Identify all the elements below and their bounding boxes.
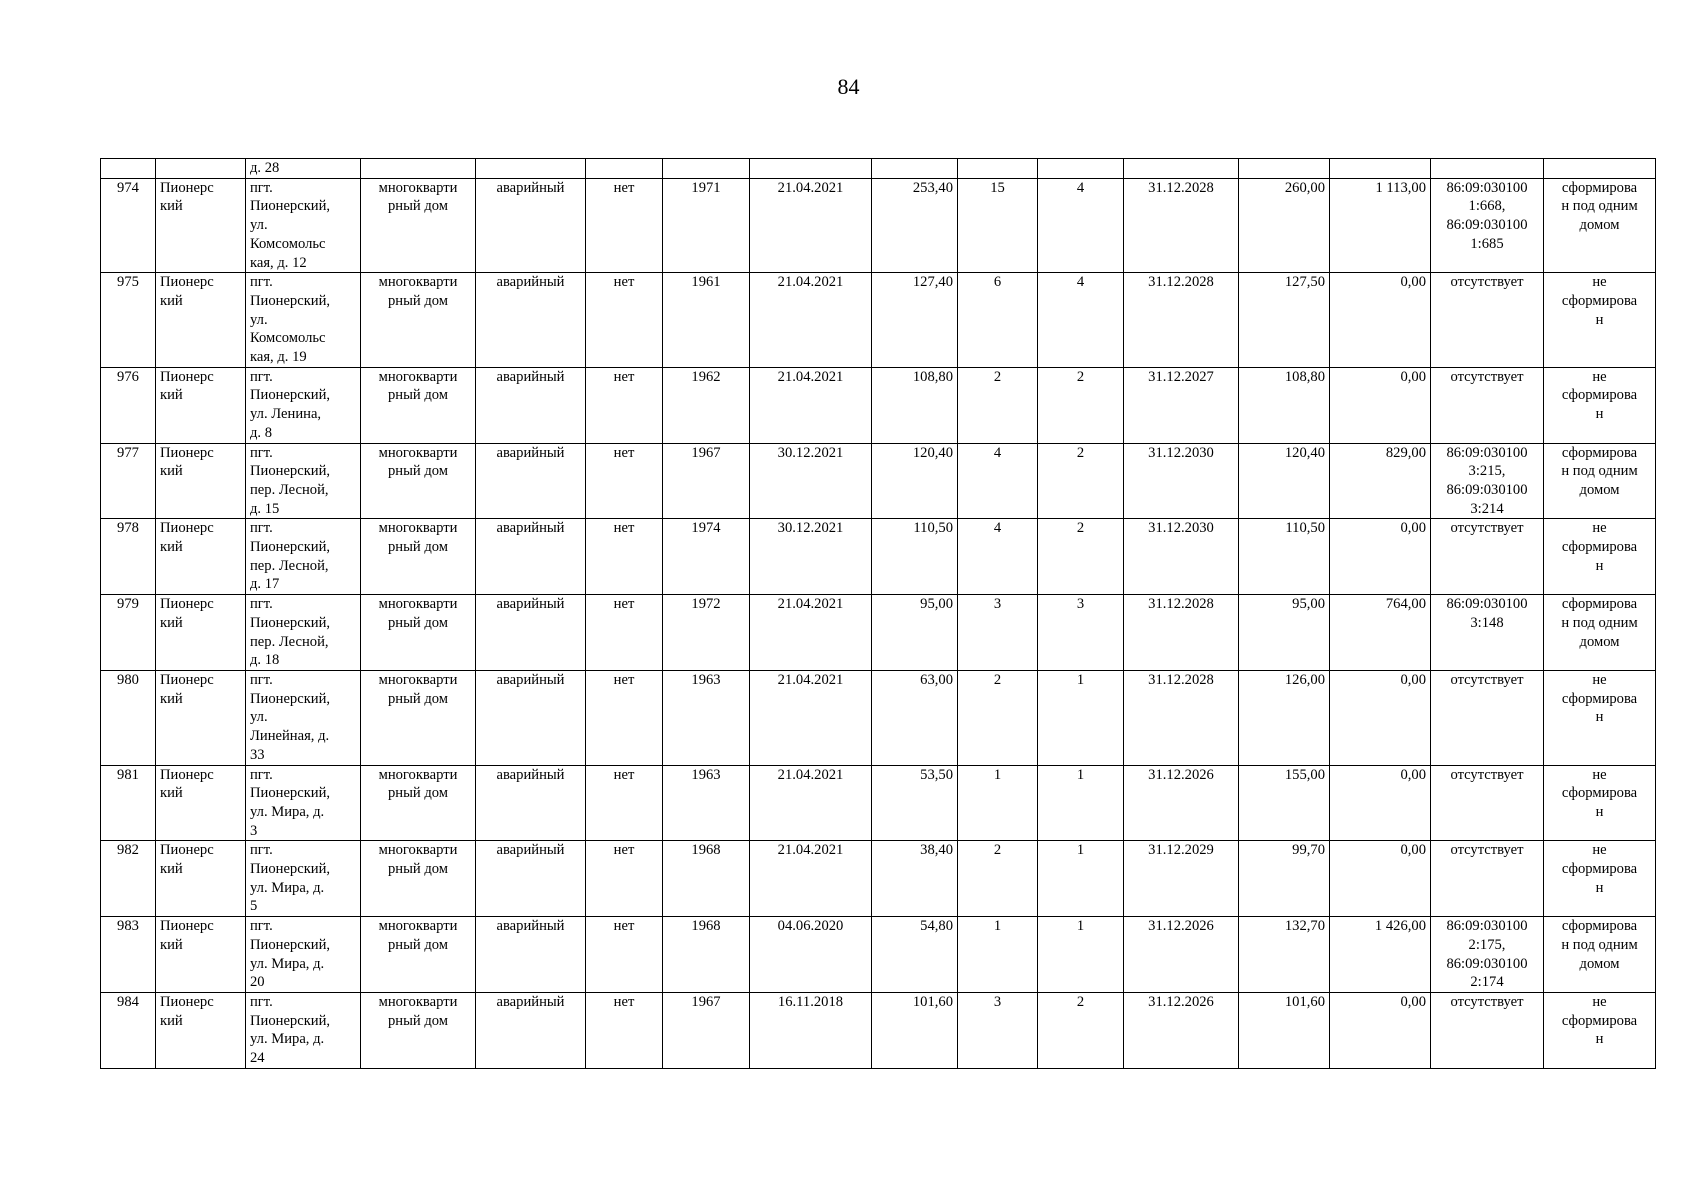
cell-cadastral: 86:09:030100 2:175, 86:09:030100 2:174	[1431, 917, 1544, 993]
cell-state: аварийный	[476, 595, 586, 671]
page-number: 84	[837, 74, 860, 99]
cell-residents: 3	[958, 595, 1038, 671]
cell-flag: нет	[586, 841, 663, 917]
cell-no: 981	[101, 765, 156, 841]
cell-cadastral: 86:09:030100 1:668, 86:09:030100 1:685	[1431, 178, 1544, 273]
cell-address: пгт. Пионерский, ул. Мира, д. 24	[246, 992, 361, 1068]
cell-status: не сформирова н	[1544, 670, 1656, 765]
cell-deadline: 31.12.2028	[1124, 178, 1239, 273]
cell-deadline	[1124, 159, 1239, 179]
cell-residents	[958, 159, 1038, 179]
cell-municipality: Пионерс кий	[156, 273, 246, 368]
cell-date: 21.04.2021	[750, 841, 872, 917]
cell-area2: 108,80	[1239, 367, 1330, 443]
cell-land-area: 1 113,00	[1330, 178, 1431, 273]
cell-municipality: Пионерс кий	[156, 841, 246, 917]
cell-state: аварийный	[476, 765, 586, 841]
cell-address: пгт. Пионерский, пер. Лесной, д. 17	[246, 519, 361, 595]
cell-year: 1963	[663, 670, 750, 765]
cell-year	[663, 159, 750, 179]
cell-municipality: Пионерс кий	[156, 443, 246, 519]
cell-municipality: Пионерс кий	[156, 519, 246, 595]
cell-area2: 99,70	[1239, 841, 1330, 917]
cell-type: многокварти рный дом	[361, 519, 476, 595]
cell-type: многокварти рный дом	[361, 178, 476, 273]
cell-address: пгт. Пионерский, ул. Ленина, д. 8	[246, 367, 361, 443]
cell-count: 2	[1038, 367, 1124, 443]
table-row	[101, 443, 1656, 519]
cell-address: пгт. Пионерский, пер. Лесной, д. 15	[246, 443, 361, 519]
cell-municipality: Пионерс кий	[156, 670, 246, 765]
cell-status: сформирова н под одним домом	[1544, 178, 1656, 273]
cell-count	[1038, 159, 1124, 179]
cell-residents: 2	[958, 670, 1038, 765]
cell-year: 1967	[663, 992, 750, 1068]
cell-no: 979	[101, 595, 156, 671]
cell-no: 974	[101, 178, 156, 273]
cell-date: 21.04.2021	[750, 178, 872, 273]
cell-land-area: 0,00	[1330, 992, 1431, 1068]
cell-count: 4	[1038, 178, 1124, 273]
cell-land-area: 0,00	[1330, 273, 1431, 368]
cell-year: 1967	[663, 443, 750, 519]
cell-municipality: Пионерс кий	[156, 917, 246, 993]
cell-state	[476, 159, 586, 179]
cell-count: 3	[1038, 595, 1124, 671]
cell-cadastral: отсутствует	[1431, 367, 1544, 443]
cell-area: 53,50	[872, 765, 958, 841]
housing-register-table	[100, 158, 1656, 1069]
cell-area: 108,80	[872, 367, 958, 443]
cell-type: многокварти рный дом	[361, 595, 476, 671]
cell-land-area	[1330, 159, 1431, 179]
cell-area2: 132,70	[1239, 917, 1330, 993]
cell-deadline: 31.12.2028	[1124, 595, 1239, 671]
cell-status: сформирова н под одним домом	[1544, 595, 1656, 671]
table-row-continuation	[101, 159, 1656, 179]
cell-area2: 260,00	[1239, 178, 1330, 273]
cell-type: многокварти рный дом	[361, 841, 476, 917]
cell-date: 21.04.2021	[750, 670, 872, 765]
cell-flag	[586, 159, 663, 179]
cell-status: не сформирова н	[1544, 841, 1656, 917]
cell-date	[750, 159, 872, 179]
cell-flag: нет	[586, 765, 663, 841]
cell-land-area: 0,00	[1330, 765, 1431, 841]
cell-residents: 3	[958, 992, 1038, 1068]
cell-cadastral: отсутствует	[1431, 841, 1544, 917]
cell-municipality: Пионерс кий	[156, 765, 246, 841]
cell-status: сформирова н под одним домом	[1544, 917, 1656, 993]
cell-status: не сформирова н	[1544, 367, 1656, 443]
cell-flag: нет	[586, 917, 663, 993]
cell-year: 1974	[663, 519, 750, 595]
cell-flag: нет	[586, 670, 663, 765]
cell-deadline: 31.12.2029	[1124, 841, 1239, 917]
cell-cadastral	[1431, 159, 1544, 179]
cell-land-area: 0,00	[1330, 367, 1431, 443]
cell-date: 21.04.2021	[750, 595, 872, 671]
cell-no: 983	[101, 917, 156, 993]
cell-area2: 110,50	[1239, 519, 1330, 595]
cell-count: 2	[1038, 519, 1124, 595]
cell-flag: нет	[586, 443, 663, 519]
cell-area2	[1239, 159, 1330, 179]
cell-state: аварийный	[476, 178, 586, 273]
cell-date: 21.04.2021	[750, 273, 872, 368]
table-row	[101, 273, 1656, 368]
cell-deadline: 31.12.2030	[1124, 519, 1239, 595]
cell-cadastral: 86:09:030100 3:148	[1431, 595, 1544, 671]
cell-count: 2	[1038, 992, 1124, 1068]
cell-address: пгт. Пионерский, ул. Мира, д. 3	[246, 765, 361, 841]
cell-no	[101, 159, 156, 179]
cell-area: 95,00	[872, 595, 958, 671]
cell-date: 16.11.2018	[750, 992, 872, 1068]
cell-state: аварийный	[476, 273, 586, 368]
cell-area: 127,40	[872, 273, 958, 368]
cell-date: 21.04.2021	[750, 765, 872, 841]
table-row	[101, 841, 1656, 917]
cell-cadastral: отсутствует	[1431, 992, 1544, 1068]
cell-area: 38,40	[872, 841, 958, 917]
cell-status: не сформирова н	[1544, 992, 1656, 1068]
cell-no: 980	[101, 670, 156, 765]
cell-no: 984	[101, 992, 156, 1068]
cell-address: пгт. Пионерский, ул. Комсомольс кая, д. 19	[246, 273, 361, 368]
cell-flag: нет	[586, 595, 663, 671]
cell-area	[872, 159, 958, 179]
table-row	[101, 595, 1656, 671]
cell-land-area: 0,00	[1330, 670, 1431, 765]
cell-type: многокварти рный дом	[361, 917, 476, 993]
cell-date: 30.12.2021	[750, 519, 872, 595]
cell-deadline: 31.12.2030	[1124, 443, 1239, 519]
cell-count: 4	[1038, 273, 1124, 368]
cell-residents: 1	[958, 917, 1038, 993]
cell-flag: нет	[586, 178, 663, 273]
cell-cadastral: 86:09:030100 3:215, 86:09:030100 3:214	[1431, 443, 1544, 519]
cell-address: пгт. Пионерский, ул. Мира, д. 5	[246, 841, 361, 917]
cell-type: многокварти рный дом	[361, 670, 476, 765]
cell-count: 1	[1038, 841, 1124, 917]
cell-deadline: 31.12.2026	[1124, 992, 1239, 1068]
table-body	[101, 159, 1656, 1069]
cell-year: 1968	[663, 917, 750, 993]
cell-municipality: Пионерс кий	[156, 992, 246, 1068]
cell-type: многокварти рный дом	[361, 765, 476, 841]
cell-land-area: 0,00	[1330, 841, 1431, 917]
cell-area2: 127,50	[1239, 273, 1330, 368]
cell-residents: 15	[958, 178, 1038, 273]
cell-count: 1	[1038, 670, 1124, 765]
cell-deadline: 31.12.2028	[1124, 670, 1239, 765]
cell-state: аварийный	[476, 519, 586, 595]
cell-area2: 95,00	[1239, 595, 1330, 671]
cell-date: 04.06.2020	[750, 917, 872, 993]
cell-count: 2	[1038, 443, 1124, 519]
cell-area2: 120,40	[1239, 443, 1330, 519]
cell-deadline: 31.12.2028	[1124, 273, 1239, 368]
cell-type: многокварти рный дом	[361, 367, 476, 443]
table-row	[101, 670, 1656, 765]
cell-residents: 6	[958, 273, 1038, 368]
cell-type	[361, 159, 476, 179]
table-row	[101, 178, 1656, 273]
cell-area: 54,80	[872, 917, 958, 993]
cell-state: аварийный	[476, 992, 586, 1068]
cell-land-area: 1 426,00	[1330, 917, 1431, 993]
cell-residents: 2	[958, 841, 1038, 917]
cell-type: многокварти рный дом	[361, 992, 476, 1068]
table-row	[101, 992, 1656, 1068]
cell-area2: 126,00	[1239, 670, 1330, 765]
cell-deadline: 31.12.2027	[1124, 367, 1239, 443]
cell-type: многокварти рный дом	[361, 443, 476, 519]
cell-flag: нет	[586, 273, 663, 368]
table-row	[101, 765, 1656, 841]
cell-status: не сформирова н	[1544, 519, 1656, 595]
cell-state: аварийный	[476, 367, 586, 443]
cell-area: 101,60	[872, 992, 958, 1068]
cell-land-area: 764,00	[1330, 595, 1431, 671]
cell-no: 976	[101, 367, 156, 443]
cell-area2: 101,60	[1239, 992, 1330, 1068]
table-row	[101, 367, 1656, 443]
cell-status	[1544, 159, 1656, 179]
cell-state: аварийный	[476, 670, 586, 765]
cell-status: не сформирова н	[1544, 765, 1656, 841]
cell-flag: нет	[586, 367, 663, 443]
cell-no: 977	[101, 443, 156, 519]
cell-deadline: 31.12.2026	[1124, 917, 1239, 993]
cell-residents: 4	[958, 443, 1038, 519]
cell-flag: нет	[586, 992, 663, 1068]
cell-cadastral: отсутствует	[1431, 273, 1544, 368]
cell-area: 63,00	[872, 670, 958, 765]
cell-count: 1	[1038, 917, 1124, 993]
cell-date: 21.04.2021	[750, 367, 872, 443]
cell-state: аварийный	[476, 917, 586, 993]
cell-address: пгт. Пионерский, пер. Лесной, д. 18	[246, 595, 361, 671]
cell-municipality: Пионерс кий	[156, 595, 246, 671]
cell-year: 1963	[663, 765, 750, 841]
cell-state: аварийный	[476, 443, 586, 519]
cell-deadline: 31.12.2026	[1124, 765, 1239, 841]
cell-status: не сформирова н	[1544, 273, 1656, 368]
cell-cadastral: отсутствует	[1431, 765, 1544, 841]
cell-municipality: Пионерс кий	[156, 367, 246, 443]
cell-land-area: 0,00	[1330, 519, 1431, 595]
cell-year: 1968	[663, 841, 750, 917]
cell-address: пгт. Пионерский, ул. Комсомольс кая, д. 12	[246, 178, 361, 273]
cell-status: сформирова н под одним домом	[1544, 443, 1656, 519]
table-row	[101, 519, 1656, 595]
cell-area: 120,40	[872, 443, 958, 519]
cell-no: 978	[101, 519, 156, 595]
cell-date: 30.12.2021	[750, 443, 872, 519]
cell-address: д. 28	[246, 159, 361, 179]
cell-residents: 4	[958, 519, 1038, 595]
cell-area2: 155,00	[1239, 765, 1330, 841]
cell-area: 253,40	[872, 178, 958, 273]
cell-area: 110,50	[872, 519, 958, 595]
cell-land-area: 829,00	[1330, 443, 1431, 519]
cell-cadastral: отсутствует	[1431, 519, 1544, 595]
table-row	[101, 917, 1656, 993]
cell-state: аварийный	[476, 841, 586, 917]
cell-address: пгт. Пионерский, ул. Линейная, д. 33	[246, 670, 361, 765]
cell-address: пгт. Пионерский, ул. Мира, д. 20	[246, 917, 361, 993]
cell-year: 1961	[663, 273, 750, 368]
cell-no: 975	[101, 273, 156, 368]
cell-no: 982	[101, 841, 156, 917]
cell-municipality: Пионерс кий	[156, 178, 246, 273]
cell-residents: 1	[958, 765, 1038, 841]
cell-type: многокварти рный дом	[361, 273, 476, 368]
cell-count: 1	[1038, 765, 1124, 841]
cell-year: 1962	[663, 367, 750, 443]
cell-flag: нет	[586, 519, 663, 595]
cell-year: 1971	[663, 178, 750, 273]
cell-residents: 2	[958, 367, 1038, 443]
cell-year: 1972	[663, 595, 750, 671]
cell-cadastral: отсутствует	[1431, 670, 1544, 765]
cell-municipality	[156, 159, 246, 179]
